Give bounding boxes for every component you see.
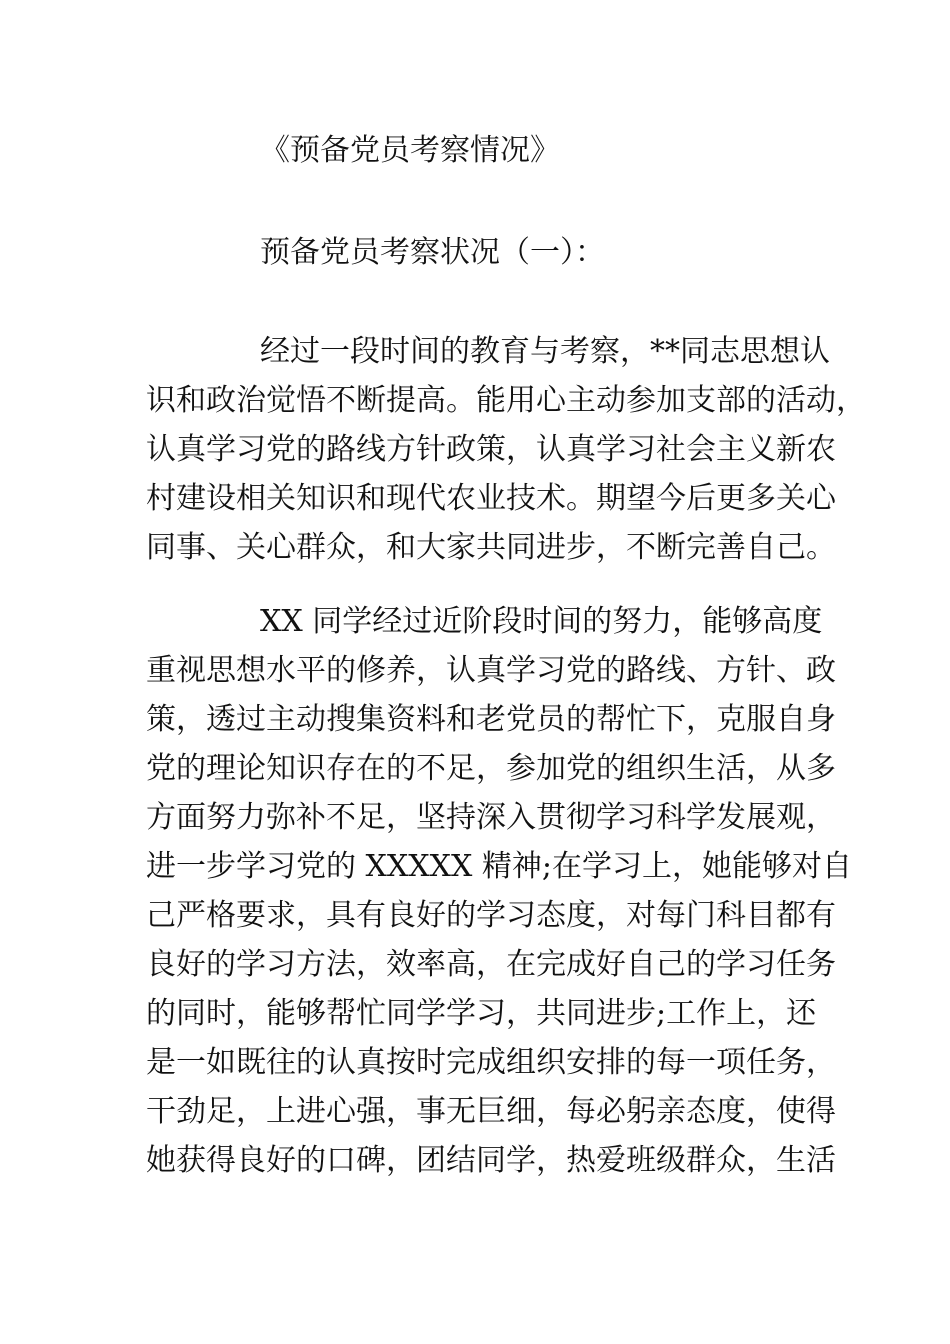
paragraph-line: 党的理论知识存在的不足，参加党的组织生活，从多 [146,751,836,786]
paragraph-line: 识和政治觉悟不断提高。能用心主动参加支部的活动， [146,383,866,418]
paragraph-line: 己严格要求，具有良好的学习态度，对每门科目都有 [146,898,836,933]
paragraph-line: 干劲足，上进心强，事无巨细，每必躬亲态度，使得 [146,1094,836,1129]
paragraph-line: 认真学习党的路线方针政策，认真学习社会主义新农 [146,432,836,467]
paragraph-line: 的同时，能够帮忙同学学习，共同进步;工作上，还 [146,996,817,1031]
paragraph-line: 重视思想水平的修养，认真学习党的路线、方针、政 [146,653,836,688]
paragraph-line: 是一如既往的认真按时完成组织安排的每一项任务， [146,1045,836,1080]
paragraph-line: 策，透过主动搜集资料和老党员的帮忙下，克服自身 [146,702,836,737]
paragraph-line: XX 同学经过近阶段时间的努力，能够高度 [260,604,823,639]
document-subtitle: 预备党员考察状况（一）： [260,235,605,270]
document-title: 《预备党员考察情况》 [260,133,560,168]
paragraph-line: 村建设相关知识和现代农业技术。期望今后更多关心 [146,481,836,516]
paragraph-line: 进一步学习党的 XXXXX 精神;在学习上，她能够对自 [146,849,852,884]
paragraph-line: 同事、关心群众，和大家共同进步，不断完善自己。 [146,530,836,565]
paragraph-line: 良好的学习方法，效率高，在完成好自己的学习任务 [146,947,836,982]
paragraph-line: 她获得良好的口碑，团结同学，热爱班级群众，生活 [146,1143,836,1178]
paragraph-line: 方面努力弥补不足，坚持深入贯彻学习科学发展观， [146,800,836,835]
paragraph-line: 经过一段时间的教育与考察，**同志思想认 [260,334,830,369]
